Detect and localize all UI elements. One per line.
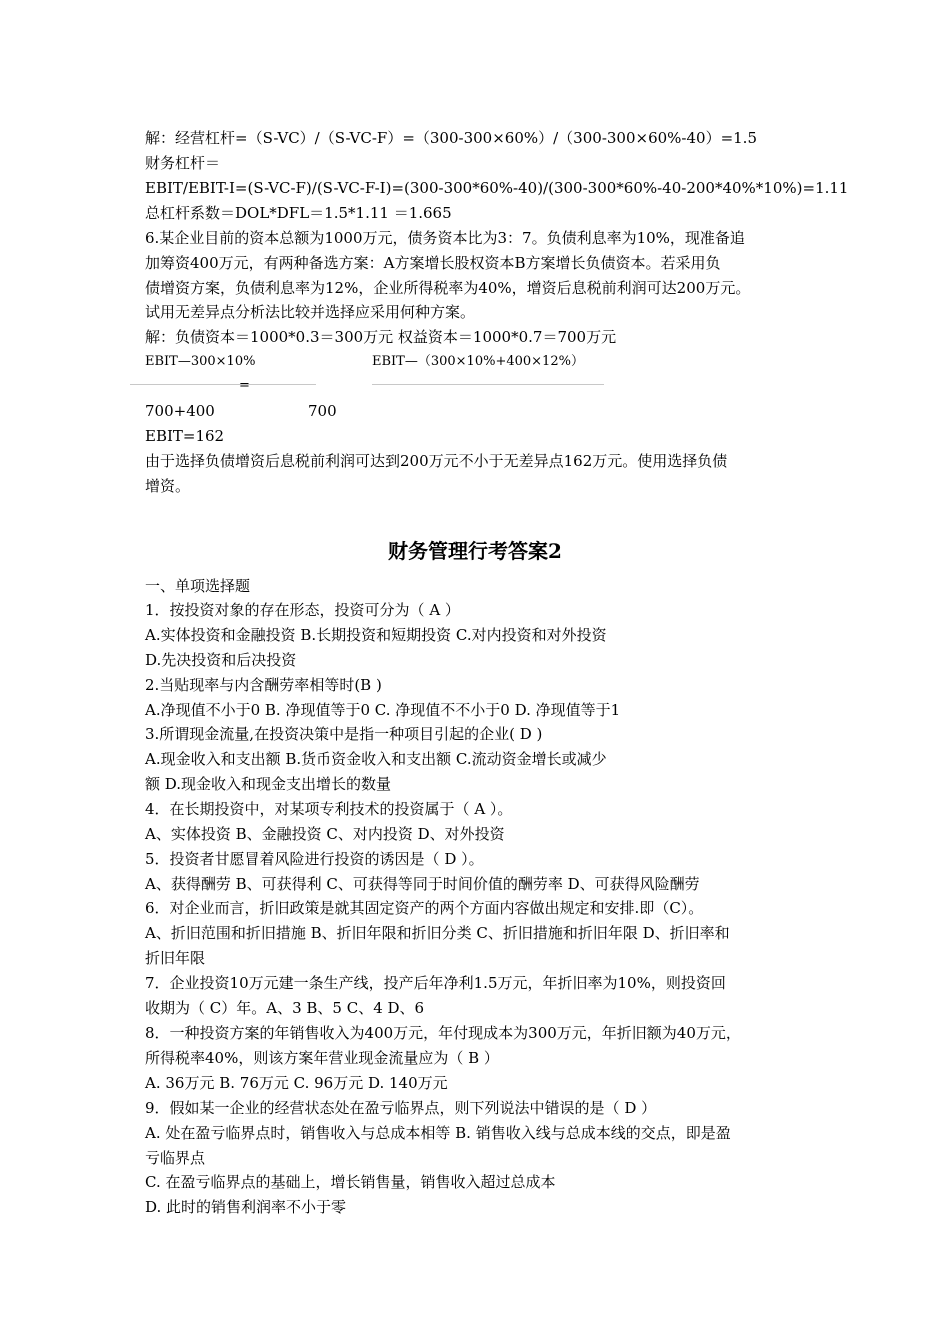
result-line: EBIT=162 (145, 427, 225, 445)
question-line: 9．假如某一企业的经营状态处在盈亏临界点，则下列说法中错误的是（ D ） (145, 1099, 657, 1117)
question-line: A、折旧范围和折旧措施 B、折旧年限和折旧分类 C、折旧措施和折旧年限 D、折旧率和 (145, 924, 730, 942)
right-fraction-bar (372, 384, 604, 385)
equals-sign: = (239, 378, 250, 393)
solution-line: 解：经营杠杆=（S-VC）/（S-VC-F）=（300-300×60%）/（300-300×60%-40）=1.5 (145, 129, 757, 147)
result-line: 由于选择负债增资后息税前利润可达到200万元不小于无差异点162万元。使用选择负债 (145, 452, 728, 470)
question-line: 3.所谓现金流量,在投资决策中是指一种项目引起的企业( D ) (145, 725, 543, 743)
problem-line: 债增资方案，负债利息率为12%，企业所得税率为40%，增资后息税前利润可达200万元。 (145, 279, 751, 297)
solution-line: 财务杠杆＝ (145, 154, 221, 172)
question-line: D.先决投资和后决投资 (145, 651, 297, 669)
question-line: A、实体投资 B、金融投资 C、对内投资 D、对外投资 (145, 825, 505, 843)
section-title: 财务管理行考答案2 (388, 539, 562, 563)
question-line: 所得税率40%，则该方案年营业现金流量应为（ B ） (145, 1049, 499, 1067)
left-numerator: EBIT—300×10% (145, 354, 256, 369)
question-line: 6．对企业而言，折旧政策是就其固定资产的两个方面内容做出规定和安排.即（C）。 (145, 899, 704, 917)
result-line: 增资。 (145, 477, 191, 495)
right-denominator: 700 (308, 402, 337, 420)
question-line: 亏临界点 (145, 1149, 206, 1167)
left-fraction-bar (130, 384, 316, 385)
question-line: A.现金收入和支出额 B.货币资金收入和支出额 C.流动资金增长或减少 (145, 750, 607, 768)
problem-line: 试用无差异点分析法比较并选择应采用何种方案。 (145, 303, 476, 321)
question-line: A.实体投资和金融投资 B.长期投资和短期投资 C.对内投资和对外投资 (145, 626, 607, 644)
right-numerator: EBIT—（300×10%+400×12%） (372, 354, 584, 369)
solution-line: EBIT/EBIT-I=(S-VC-F)/(S-VC-F-I)=(300-300*60%-40)/(300-300*60%-40-200*40%*10%)=1.11 (145, 179, 849, 197)
question-line: 折旧年限 (145, 949, 206, 967)
question-line: 额 D.现金收入和现金支出增长的数量 (145, 775, 392, 793)
question-line: 7．企业投资10万元建一条生产线，投产后年净利1.5万元，年折旧率为10%，则投资回 (145, 974, 726, 992)
question-line: 4．在长期投资中，对某项专利技术的投资属于（ A ）。 (145, 800, 513, 818)
solution-line: 解：负债资本＝1000*0.3＝300万元 权益资本＝1000*0.7＝700万元 (145, 328, 617, 346)
question-line: D. 此时的销售利润率不小于零 (145, 1198, 347, 1216)
left-denominator: 700+400 (145, 402, 215, 420)
question-line: 一、单项选择题 (145, 577, 251, 595)
solution-line: 总杠杆系数＝DOL*DFL＝1.5*1.11 ＝1.665 (145, 204, 452, 222)
question-line: 收期为（ C）年。A、3 B、5 C、4 D、6 (145, 999, 425, 1017)
question-line: 8．一种投资方案的年销售收入为400万元，年付现成本为300万元，年折旧额为40万元， (145, 1024, 741, 1042)
question-line: A、获得酬劳 B、可获得利 C、可获得等同于时间价值的酬劳率 D、可获得风险酬劳 (145, 875, 700, 893)
question-line: 5．投资者甘愿冒着风险进行投资的诱因是（ D ）。 (145, 850, 484, 868)
question-line: C. 在盈亏临界点的基础上，增长销售量，销售收入超过总成本 (145, 1173, 556, 1191)
question-line: A. 36万元 B. 76万元 C. 96万元 D. 140万元 (145, 1074, 448, 1092)
question-line: A. 处在盈亏临界点时，销售收入与总成本相等 B. 销售收入线与总成本线的交点，即是盈 (145, 1124, 731, 1142)
problem-line: 加筹资400万元，有两种备选方案：A方案增长股权资本B方案增长负债资本。若采用负 (145, 254, 721, 272)
question-line: 1．按投资对象的存在形态，投资可分为（ A ） (145, 601, 460, 619)
question-line: A.净现值不小于0 B. 净现值等于0 C. 净现值不不小于0 D. 净现值等于1 (145, 701, 621, 719)
problem-line: 6.某企业目前的资本总额为1000万元，债务资本比为3：7。负债利息率为10%，现准备追 (145, 229, 745, 247)
question-line: 2.当贴现率与内含酬劳率相等时(B ) (145, 676, 382, 694)
